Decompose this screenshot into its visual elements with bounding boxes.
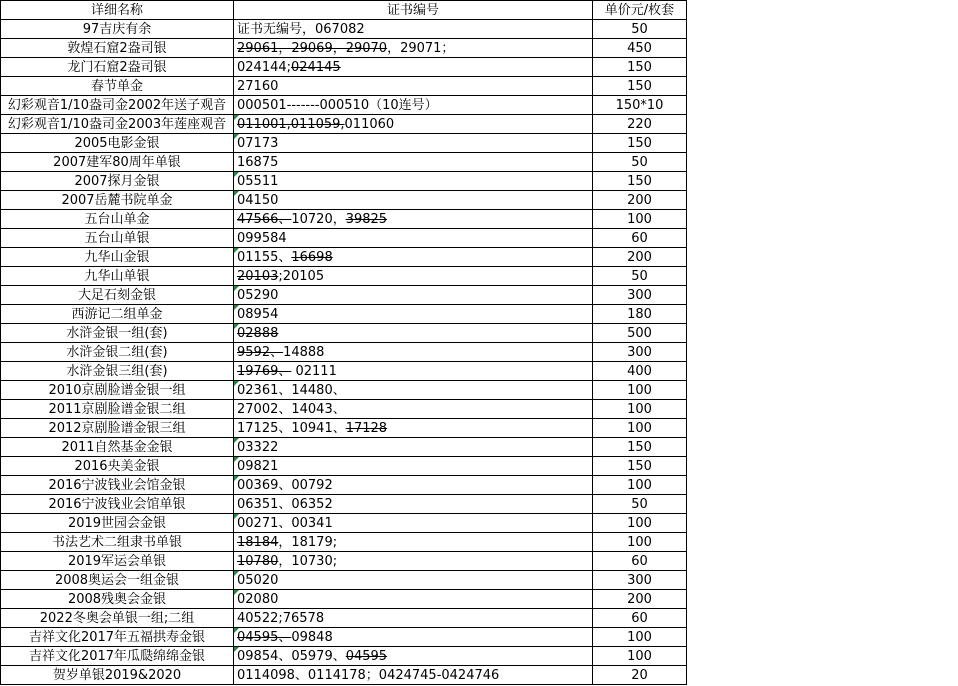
certificate-number-cell[interactable] bbox=[234, 381, 593, 400]
certificate-number-cell[interactable] bbox=[234, 343, 593, 362]
table-row bbox=[1, 96, 687, 115]
unit-price-cell[interactable]: 100 bbox=[593, 400, 687, 419]
certificate-number-cell[interactable] bbox=[234, 305, 593, 324]
certificate-number: 14888 bbox=[283, 344, 325, 360]
certificate-number-cell[interactable] bbox=[234, 552, 593, 571]
certificate-number: 02111 bbox=[291, 363, 337, 379]
item-name-cell[interactable]: 幻彩观音1/10盎司金2003年莲座观音 bbox=[1, 115, 234, 134]
item-name-cell[interactable]: 2019世园会金银 bbox=[1, 514, 234, 533]
item-name-cell[interactable]: 2011京剧脸谱金银二组 bbox=[1, 400, 234, 419]
table-row bbox=[1, 533, 687, 552]
table-row bbox=[1, 134, 687, 153]
unit-price-cell[interactable]: 500 bbox=[593, 324, 687, 343]
struck-certificate-number: 16698 bbox=[291, 249, 333, 265]
cell-comment-marker-icon bbox=[234, 647, 239, 652]
certificate-number: 证书无编号，067082 bbox=[237, 21, 365, 37]
certificate-number-cell[interactable] bbox=[234, 457, 593, 476]
table-row bbox=[1, 476, 687, 495]
certificate-number-cell[interactable] bbox=[234, 590, 593, 609]
item-name-cell[interactable]: 2007探月金银 bbox=[1, 172, 234, 191]
certificate-number: 024144; bbox=[237, 59, 292, 75]
unit-price-cell[interactable]: 150 bbox=[593, 134, 687, 153]
table-row bbox=[1, 666, 687, 685]
cell-comment-marker-icon bbox=[234, 381, 239, 386]
item-name-cell[interactable]: 2016央美金银 bbox=[1, 457, 234, 476]
unit-price-cell[interactable]: 50 bbox=[593, 20, 687, 39]
struck-certificate-number: 20103 bbox=[237, 268, 279, 284]
item-name-cell[interactable]: 水浒金银二组(套) bbox=[1, 343, 234, 362]
certificate-number-cell[interactable] bbox=[234, 533, 593, 552]
item-name-cell[interactable]: 春节单金 bbox=[1, 77, 234, 96]
unit-price-cell[interactable]: 150 bbox=[593, 58, 687, 77]
table-row bbox=[1, 343, 687, 362]
header-price-cell[interactable]: 单价元/枚套 bbox=[593, 1, 687, 20]
certificate-number: 09821 bbox=[237, 458, 279, 474]
certificate-number: 00271、00341 bbox=[237, 515, 333, 531]
certificate-number: 011060 bbox=[344, 116, 395, 132]
certificate-number: 09854、05979、 bbox=[237, 648, 346, 664]
table-row bbox=[1, 628, 687, 647]
cell-comment-marker-icon bbox=[234, 305, 239, 310]
certificate-number: 099584 bbox=[237, 230, 287, 246]
certificate-number-cell[interactable] bbox=[234, 647, 593, 666]
unit-price-cell[interactable]: 400 bbox=[593, 362, 687, 381]
table-row bbox=[1, 267, 687, 286]
certificate-number: 05511 bbox=[237, 173, 279, 189]
item-name-cell[interactable]: 贺岁单银2019&2020 bbox=[1, 666, 234, 685]
unit-price-cell[interactable]: 150 bbox=[593, 172, 687, 191]
struck-certificate-number: 02888 bbox=[237, 325, 279, 341]
struck-certificate-number: 024145 bbox=[291, 59, 341, 75]
table-row bbox=[1, 647, 687, 666]
certificate-number: 01155、 bbox=[237, 249, 292, 265]
unit-price-cell[interactable]: 60 bbox=[593, 229, 687, 248]
item-name-cell[interactable]: 幻彩观音1/10盎司金2002年送子观音 bbox=[1, 96, 234, 115]
certificate-number-cell[interactable] bbox=[234, 134, 593, 153]
struck-certificate-number: 47566、 bbox=[237, 211, 292, 227]
certificate-number: 02361、14480、 bbox=[237, 382, 346, 398]
table-row bbox=[1, 210, 687, 229]
certificate-number-cell[interactable] bbox=[234, 666, 593, 685]
unit-price-cell[interactable]: 150 bbox=[593, 457, 687, 476]
item-name-cell[interactable]: 2007岳麓书院单金 bbox=[1, 191, 234, 210]
certificate-number-cell[interactable] bbox=[234, 267, 593, 286]
item-name-cell[interactable]: 五台山单银 bbox=[1, 229, 234, 248]
table-row bbox=[1, 115, 687, 134]
cell-comment-marker-icon bbox=[234, 476, 239, 481]
table-row bbox=[1, 248, 687, 267]
item-name-cell[interactable]: 2010京剧脸谱金银一组 bbox=[1, 381, 234, 400]
certificate-number: 08954 bbox=[237, 306, 279, 322]
certificate-number: 04150 bbox=[237, 192, 279, 208]
certificate-number-cell[interactable] bbox=[234, 191, 593, 210]
table-row bbox=[1, 324, 687, 343]
unit-price-cell[interactable]: 200 bbox=[593, 590, 687, 609]
unit-price-cell[interactable]: 180 bbox=[593, 305, 687, 324]
cell-comment-marker-icon bbox=[234, 457, 239, 462]
item-name-cell[interactable]: 2022冬奥会单银一组;二组 bbox=[1, 609, 234, 628]
unit-price-cell[interactable]: 100 bbox=[593, 647, 687, 666]
item-name-cell[interactable]: 2019军运会单银 bbox=[1, 552, 234, 571]
unit-price-cell[interactable]: 220 bbox=[593, 115, 687, 134]
cell-comment-marker-icon bbox=[234, 571, 239, 576]
certificate-number-cell[interactable] bbox=[234, 77, 593, 96]
struck-certificate-number: 011001,011059, bbox=[237, 116, 345, 132]
item-name-cell[interactable]: 水浒金银三组(套) bbox=[1, 362, 234, 381]
item-name-cell[interactable]: 2008奥运会一组金银 bbox=[1, 571, 234, 590]
item-name-cell[interactable]: 2016宁波钱业会馆金银 bbox=[1, 476, 234, 495]
cell-comment-marker-icon bbox=[234, 134, 239, 139]
item-name-cell[interactable]: 吉祥文化2017年瓜瓞绵绵金银 bbox=[1, 647, 234, 666]
struck-certificate-number: 19769、 bbox=[237, 363, 292, 379]
certificate-number-cell[interactable] bbox=[234, 438, 593, 457]
item-name-cell[interactable]: 2012京剧脸谱金银三组 bbox=[1, 419, 234, 438]
certificate-number-cell[interactable] bbox=[234, 96, 593, 115]
item-name-cell[interactable]: 书法艺术二组隶书单银 bbox=[1, 533, 234, 552]
certificate-number: ，29071； bbox=[387, 40, 455, 56]
certificate-number-cell[interactable] bbox=[234, 20, 593, 39]
certificate-number: 02080 bbox=[237, 591, 279, 607]
cell-comment-marker-icon bbox=[234, 172, 239, 177]
certificate-number-cell[interactable] bbox=[234, 362, 593, 381]
unit-price-cell[interactable]: 100 bbox=[593, 628, 687, 647]
unit-price-cell[interactable]: 100 bbox=[593, 419, 687, 438]
item-name-cell[interactable]: 五台山单金 bbox=[1, 210, 234, 229]
table-row bbox=[1, 286, 687, 305]
item-name-cell[interactable]: 2007建军80周年单银 bbox=[1, 153, 234, 172]
unit-price-cell[interactable]: 150*10 bbox=[593, 96, 687, 115]
certificate-number: 10720， bbox=[291, 211, 346, 227]
item-name-cell[interactable]: 2016宁波钱业会馆单银 bbox=[1, 495, 234, 514]
certificate-number: 05020 bbox=[237, 572, 279, 588]
item-name-cell[interactable]: 龙门石窟2盎司银 bbox=[1, 58, 234, 77]
certificate-number: ，18179; bbox=[278, 534, 338, 550]
certificate-number: 17125、10941、 bbox=[237, 420, 346, 436]
certificate-number: 09848 bbox=[291, 629, 333, 645]
certificate-number-cell[interactable] bbox=[234, 419, 593, 438]
cell-comment-marker-icon bbox=[234, 438, 239, 443]
unit-price-cell[interactable]: 20 bbox=[593, 666, 687, 685]
table-row bbox=[1, 39, 687, 58]
certificate-number-cell[interactable] bbox=[234, 495, 593, 514]
certificate-number-cell[interactable] bbox=[234, 39, 593, 58]
item-name-cell[interactable]: 大足石刻金银 bbox=[1, 286, 234, 305]
header-row bbox=[1, 1, 687, 20]
item-name-cell[interactable]: 2005电影金银 bbox=[1, 134, 234, 153]
table-row bbox=[1, 153, 687, 172]
table-row bbox=[1, 514, 687, 533]
certificate-number: ;20105 bbox=[278, 268, 325, 284]
cell-comment-marker-icon bbox=[234, 115, 239, 120]
certificate-number-cell[interactable] bbox=[234, 172, 593, 191]
cell-comment-marker-icon bbox=[234, 191, 239, 196]
table-row bbox=[1, 609, 687, 628]
certificate-number: ，10730; bbox=[278, 553, 338, 569]
item-name-cell[interactable]: 2011自然基金金银 bbox=[1, 438, 234, 457]
certificate-number-cell[interactable] bbox=[234, 153, 593, 172]
certificate-number-cell[interactable] bbox=[234, 571, 593, 590]
certificate-number-cell[interactable] bbox=[234, 229, 593, 248]
unit-price-cell[interactable]: 450 bbox=[593, 39, 687, 58]
unit-price-cell[interactable]: 300 bbox=[593, 286, 687, 305]
certificate-number: 0114098、0114178；0424745-0424746 bbox=[237, 667, 500, 683]
unit-price-cell[interactable]: 50 bbox=[593, 153, 687, 172]
unit-price-cell[interactable]: 150 bbox=[593, 77, 687, 96]
unit-price-cell[interactable]: 50 bbox=[593, 495, 687, 514]
cell-comment-marker-icon bbox=[234, 590, 239, 595]
header-cert-cell[interactable]: 证书编号 bbox=[234, 1, 593, 20]
table-row bbox=[1, 362, 687, 381]
table-row bbox=[1, 438, 687, 457]
struck-certificate-number: 10780 bbox=[237, 553, 279, 569]
certificate-number-cell[interactable] bbox=[234, 628, 593, 647]
unit-price-cell[interactable]: 200 bbox=[593, 191, 687, 210]
unit-price-cell[interactable]: 100 bbox=[593, 210, 687, 229]
table-row bbox=[1, 381, 687, 400]
certificate-number-cell[interactable] bbox=[234, 115, 593, 134]
certificate-number: 03322 bbox=[237, 439, 279, 455]
unit-price-cell[interactable]: 300 bbox=[593, 343, 687, 362]
table-row bbox=[1, 590, 687, 609]
struck-certificate-number: 04595、 bbox=[237, 629, 292, 645]
struck-certificate-number: 29061，29069，29070 bbox=[237, 40, 388, 56]
certificate-number: 27160 bbox=[237, 78, 279, 94]
unit-price-cell[interactable]: 60 bbox=[593, 609, 687, 628]
table-row bbox=[1, 305, 687, 324]
certificate-number-cell[interactable] bbox=[234, 248, 593, 267]
table-row bbox=[1, 229, 687, 248]
struck-certificate-number: 18184 bbox=[237, 534, 279, 550]
certificate-number-cell[interactable] bbox=[234, 210, 593, 229]
certificate-number-cell[interactable] bbox=[234, 514, 593, 533]
item-name-cell[interactable]: 2008残奥会金银 bbox=[1, 590, 234, 609]
certificate-number-cell[interactable] bbox=[234, 476, 593, 495]
item-name-cell[interactable]: 水浒金银一组(套) bbox=[1, 324, 234, 343]
struck-certificate-number: 04595 bbox=[345, 648, 388, 664]
table-row bbox=[1, 400, 687, 419]
table-row bbox=[1, 419, 687, 438]
certificate-number-cell[interactable] bbox=[234, 286, 593, 305]
item-name-cell[interactable]: 九华山单银 bbox=[1, 267, 234, 286]
unit-price-cell[interactable]: 100 bbox=[593, 476, 687, 495]
struck-certificate-number: 39825 bbox=[345, 211, 388, 227]
unit-price-cell[interactable]: 100 bbox=[593, 381, 687, 400]
struck-certificate-number: 9592、 bbox=[237, 344, 284, 360]
certificate-number: 07173 bbox=[237, 135, 279, 151]
table-row bbox=[1, 58, 687, 77]
table-row bbox=[1, 457, 687, 476]
table-row bbox=[1, 20, 687, 39]
cell-comment-marker-icon bbox=[234, 324, 239, 329]
header-name-cell[interactable]: 详细名称 bbox=[1, 1, 234, 20]
unit-price-cell[interactable]: 60 bbox=[593, 552, 687, 571]
certificate-number: 27002、14043、 bbox=[237, 401, 346, 417]
unit-price-cell[interactable]: 150 bbox=[593, 438, 687, 457]
unit-price-cell[interactable]: 100 bbox=[593, 533, 687, 552]
unit-price-cell[interactable]: 300 bbox=[593, 571, 687, 590]
certificate-number-cell[interactable] bbox=[234, 609, 593, 628]
certificate-number: 000501-------000510（10连号） bbox=[237, 97, 438, 113]
cell-comment-marker-icon bbox=[234, 628, 239, 633]
cell-comment-marker-icon bbox=[234, 248, 239, 253]
item-name-cell[interactable]: 九华山金银 bbox=[1, 248, 234, 267]
certificate-number-cell[interactable] bbox=[234, 324, 593, 343]
certificate-number: 16875 bbox=[237, 154, 279, 170]
table-row bbox=[1, 172, 687, 191]
table-row bbox=[1, 191, 687, 210]
certificate-number-cell[interactable] bbox=[234, 58, 593, 77]
certificate-number: 06351、06352 bbox=[237, 496, 333, 512]
item-name-cell[interactable]: 敦煌石窟2盎司银 bbox=[1, 39, 234, 58]
item-name-cell[interactable]: 西游记二组单金 bbox=[1, 305, 234, 324]
cell-comment-marker-icon bbox=[234, 286, 239, 291]
struck-certificate-number: 17128 bbox=[345, 420, 388, 436]
item-name-cell[interactable]: 吉祥文化2017年五福拱寿金银 bbox=[1, 628, 234, 647]
cell-comment-marker-icon bbox=[234, 514, 239, 519]
certificate-number: 00369、00792 bbox=[237, 477, 333, 493]
table-row bbox=[1, 552, 687, 571]
certificate-number: 05290 bbox=[237, 287, 279, 303]
unit-price-cell[interactable]: 200 bbox=[593, 248, 687, 267]
certificate-number-cell[interactable] bbox=[234, 400, 593, 419]
table-row bbox=[1, 571, 687, 590]
unit-price-cell[interactable]: 50 bbox=[593, 267, 687, 286]
item-name-cell[interactable]: 97吉庆有余 bbox=[1, 20, 234, 39]
table-row bbox=[1, 77, 687, 96]
certificate-number: 40522;76578 bbox=[237, 610, 325, 626]
table-row bbox=[1, 495, 687, 514]
unit-price-cell[interactable]: 100 bbox=[593, 514, 687, 533]
